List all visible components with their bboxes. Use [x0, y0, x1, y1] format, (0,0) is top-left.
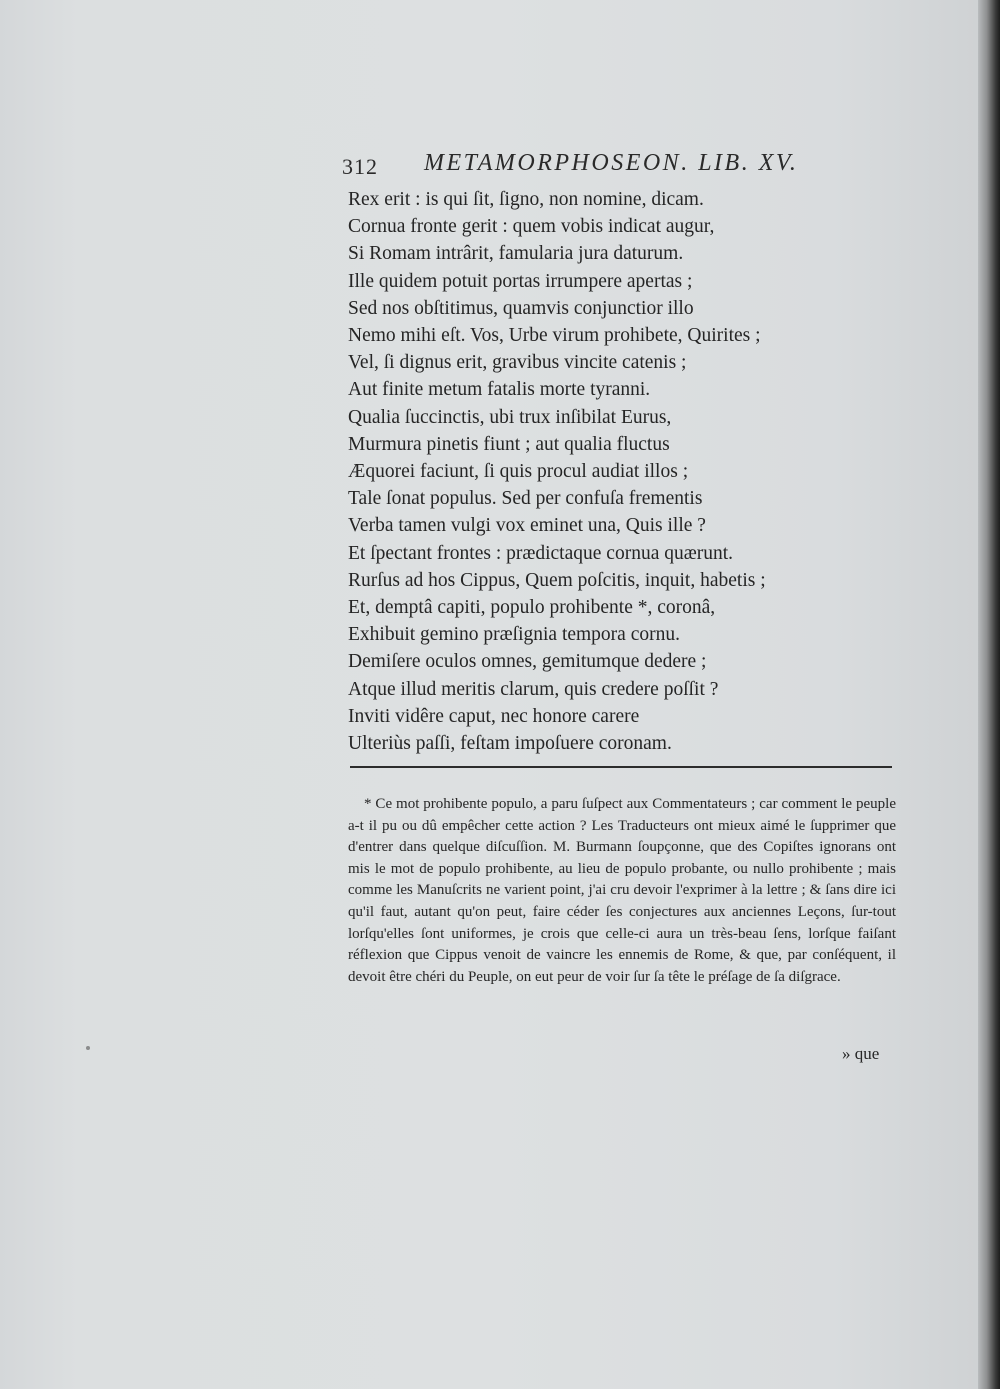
running-title: METAMORPHOSEON. LIB. XV. — [424, 150, 799, 176]
page-number: 312 — [342, 154, 378, 179]
verse-line: Inviti vidêre caput, nec honore carere — [348, 705, 640, 727]
footnote-divider — [350, 766, 892, 768]
ink-smudge — [86, 1046, 90, 1050]
footnote: * Ce mot prohibente populo, a paru ſuſpect aux Commentateurs ; car comment le peuple a-t il pu ou dû empêcher cette action ? Les Traducteurs ont mieux aimé le ſupprimer que d'entrer dans quelque diſcuſſion. M. Burmann ſoupçonne, que des Copiſtes ignorans ont mis le mot de populo prohibente, au lieu de populo probante, ou nullo prohibente ; mais comme les Manuſcrits ne varient point, j'ai cru devoir l'exprimer à la lettre ; & ſans dire ici qu'il faut, autant qu'on peut, faire céder ſes conjectures aux anciennes Leçons, ſur-tout lorſqu'elles ſont uniformes, je crois que celle-ci aura un très-beau ſens, lorſque faiſant réflexion que Cippus venoit de vaincre les ennemis de Rome, & que, par conſéquent, il devoit être chéri du Peuple, on eut peur de voir ſur ſa tête le préſage de ſa diſgrace. — [348, 796, 896, 985]
book-spine — [978, 0, 1000, 1389]
verse-line: Qualia ſuccinctis, ubi trux inſibilat Eurus, — [348, 406, 672, 428]
verse-line: Tale ſonat populus. Sed per confuſa frementis — [348, 488, 703, 510]
verse-line: Et, demptâ capiti, populo prohibente *, coronâ, — [348, 597, 716, 619]
catchword: » que — [842, 1044, 880, 1063]
verse-line: Cornua fronte gerit : quem vobis indicat augur, — [348, 216, 715, 238]
verse-line: Ille quidem potuit portas irrumpere apertas ; — [348, 270, 693, 292]
verse-line: Aut finite metum fatalis morte tyranni. — [348, 379, 651, 401]
verse-line: Rurſus ad hos Cippus, Quem poſcitis, inquit, habetis ; — [348, 569, 766, 591]
verse-line: Nemo mihi eſt. Vos, Urbe virum prohibete, Quirites ; — [348, 325, 761, 347]
verse-line: Et ſpectant frontes : prædictaque cornua quærunt. — [348, 542, 734, 564]
verse-line: Ulteriùs paſſi, feſtam impoſuere coronam. — [348, 733, 672, 755]
verse-line: Atque illud meritis clarum, quis credere poſſit ? — [348, 678, 719, 700]
verse-line: Rex erit : is qui ſit, ſigno, non nomine, dicam. — [348, 189, 704, 210]
verse-line: Æquorei faciunt, ſi quis procul audiat illos ; — [348, 461, 689, 483]
verse-line: Sed nos obſtitimus, quamvis conjunctior illo — [348, 297, 694, 319]
verse-block — [348, 186, 828, 757]
page-header — [342, 150, 862, 186]
verse-line: Demiſere oculos omnes, gemitumque dedere ; — [348, 651, 707, 673]
verse-line: Si Romam intrârit, famularia jura daturum. — [348, 243, 684, 265]
verse-line: Vel, ſi dignus erit, gravibus vincite catenis ; — [348, 352, 687, 374]
verse-line: Exhibuit gemino præſignia tempora cornu. — [348, 624, 680, 646]
verse-line: Verba tamen vulgi vox eminet una, Quis ille ? — [348, 515, 706, 537]
verse-line: Murmura pinetis fiunt ; aut qualia fluctus — [348, 433, 670, 455]
